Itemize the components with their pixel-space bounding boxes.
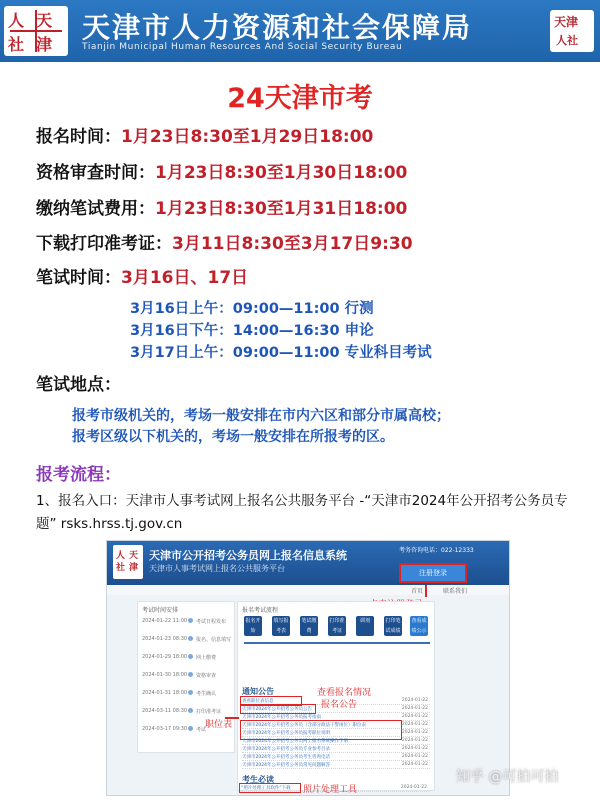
timeline-dot xyxy=(188,636,193,641)
timeline-date: 2024-01-30 18:00 xyxy=(142,672,188,678)
process-title: 报考流程： xyxy=(36,465,121,485)
note-positions-arrow xyxy=(225,717,239,719)
timeline-date: 2024-01-29 18:00 xyxy=(142,654,188,660)
notice-item[interactable]: 天津市2024年公开招考公务员专业参考目录 2024-01-22 xyxy=(242,746,428,752)
schedule-registration: 报名时间：1月23日8:30至1月29日18:00 xyxy=(36,127,374,147)
note-announcement: 报名公告 xyxy=(321,700,358,710)
timeline-date: 2024-03-11 08:30 xyxy=(142,708,188,714)
flow-step[interactable]: 打印笔试成绩 xyxy=(385,618,401,634)
note-photo-tool: 照片处理工具 xyxy=(303,785,358,795)
candidate-item[interactable]: “照片处理工具软件”下载 2024-01-22 xyxy=(241,785,427,791)
timeline-text: 打印准考证 xyxy=(196,709,222,715)
flow-step[interactable]: 笔试缴费 xyxy=(301,618,317,634)
note-register-arrow xyxy=(425,585,427,597)
notice-item[interactable]: 天津市2024年公开招考公务员常见问题解答 2024-01-22 xyxy=(242,762,428,768)
flow-line xyxy=(244,642,430,644)
exam-session-1: 3月16日上午：09:00—11:00 行测 xyxy=(130,301,374,317)
timeline-date: 2024-01-22 11:00 xyxy=(142,618,188,624)
notice-item[interactable]: 天津市2024年公开招考公务员考生咨询电话 2024-01-22 xyxy=(242,754,428,760)
notice-item[interactable]: 查看职位表信息 2024-01-22 xyxy=(242,698,428,704)
location-line-1: 报考市级机关的，考场一般安排在市内六区和部分市属高校； xyxy=(72,408,450,424)
location-line-2: 报考区级以下机关的，考场一般安排在所报考的区。 xyxy=(72,429,394,445)
candidate-title: 考生必读 xyxy=(242,775,274,784)
schedule-qualification: 资格审查时间：1月23日8:30至1月30日18:00 xyxy=(36,163,408,183)
timeline-text: 考试日程发布 xyxy=(196,619,227,625)
schedule-exam-date: 笔试时间：3月16日、17日 xyxy=(36,268,249,288)
timeline-date: 2024-01-23 08:30 xyxy=(142,636,188,642)
system-title: 天津市公开招考公务员网上报名信息系统 xyxy=(149,549,347,562)
exam-timeline-panel xyxy=(137,601,235,753)
notice-title: 通知公告 xyxy=(242,687,274,696)
page-title: 24天津市考 xyxy=(227,83,373,114)
registration-entry: 1、报名入口：天津市人事考试网上报名公共服务平台 -“天津市2024年公开招考公务员专题” rsks.hrss.tj.gov.cn xyxy=(36,493,568,532)
bureau-seal: 天津 人社 xyxy=(550,10,594,52)
exam-session-3: 3月17日上午：09:00—11:00 专业科目考试 xyxy=(130,345,432,361)
nav-home[interactable]: 首页 xyxy=(411,588,424,595)
flow-step[interactable]: 查看成绩公示 xyxy=(411,618,427,634)
bureau-title: 天津市人力资源和社会保障局 xyxy=(82,11,473,44)
registration-system-screenshot xyxy=(106,540,510,796)
timeline-date: 2024-01-31 18:00 xyxy=(142,690,188,696)
notice-item[interactable]: 天津市2024年公开招考公务员报考指南 2024-01-22 xyxy=(242,714,428,720)
bureau-logo: 人 天 社 津 xyxy=(4,6,68,56)
flow-step[interactable]: 打印准考证 xyxy=(329,618,345,634)
schedule-admission-ticket: 下载打印准考证：3月11日8:30至3月17日9:30 xyxy=(36,234,413,254)
highlight-box xyxy=(240,720,402,740)
timeline-dot xyxy=(188,690,193,695)
system-header xyxy=(107,541,509,585)
flow-step[interactable]: 调剂 xyxy=(356,616,374,636)
timeline-text: 报名、信息填写 xyxy=(196,637,232,643)
site-header xyxy=(0,0,600,62)
notice-item[interactable]: 天津市2024年公开招考公务员报考职位说明 2024-01-22 xyxy=(242,730,428,736)
system-subtitle: 天津市人事考试网上报名公共服务平台 xyxy=(149,564,285,573)
bureau-subtitle: Tianjin Municipal Human Resources And Social Security Bureau xyxy=(82,42,403,52)
system-hotline: 考务咨询电话：022-12333 xyxy=(399,547,474,554)
timeline-text: 网上缴费 xyxy=(196,655,217,661)
timeline-text: 考试 xyxy=(196,727,207,733)
highlight-box xyxy=(239,783,301,793)
timeline-text: 考生确认 xyxy=(196,691,217,697)
nav-contact[interactable]: 联系我们 xyxy=(443,588,468,595)
timeline-dot xyxy=(188,654,193,659)
schedule-fee: 缴纳笔试费用：1月23日8:30至1月31日18:00 xyxy=(36,199,408,219)
system-logo: 人 天 社 津 xyxy=(113,545,143,579)
timeline-dot xyxy=(188,672,193,677)
notice-item[interactable]: 天津市2024年公开招考公务员（含部分政法干警岗位）职位表 2024-01-22 xyxy=(242,722,428,728)
location-label: 笔试地点： xyxy=(36,375,121,395)
notice-item[interactable]: 天津市2024年公开招考公务员网上报名系统操作手册 2024-01-22 xyxy=(242,738,428,744)
timeline-dot xyxy=(188,618,193,623)
highlight-box xyxy=(240,704,316,714)
note-view-report: 查看报名情况 xyxy=(317,688,372,698)
timeline-title: 考试时间安排 xyxy=(142,607,179,614)
notice-item[interactable]: 天津市2024年公开招考公务员公告 2024-01-22 xyxy=(242,706,428,712)
flow-step[interactable]: 填写报考表 xyxy=(273,618,289,634)
note-positions: 职位表 xyxy=(205,720,233,730)
zhihu-watermark: 知乎 @可拍可拍 xyxy=(456,769,559,785)
timeline-dot xyxy=(188,708,193,713)
flow-title: 报名考试流程 xyxy=(242,607,279,614)
register-login-button[interactable]: 注册登录 xyxy=(399,563,467,583)
timeline-date: 2024-03-17 09:30 xyxy=(142,726,188,732)
flow-step[interactable]: 报名开始 xyxy=(245,618,261,634)
system-nav xyxy=(107,585,509,595)
exam-session-2: 3月16日下午：14:00—16:30 申论 xyxy=(130,323,374,339)
timeline-text: 资格审查 xyxy=(196,673,217,679)
timeline-dot xyxy=(188,726,193,731)
